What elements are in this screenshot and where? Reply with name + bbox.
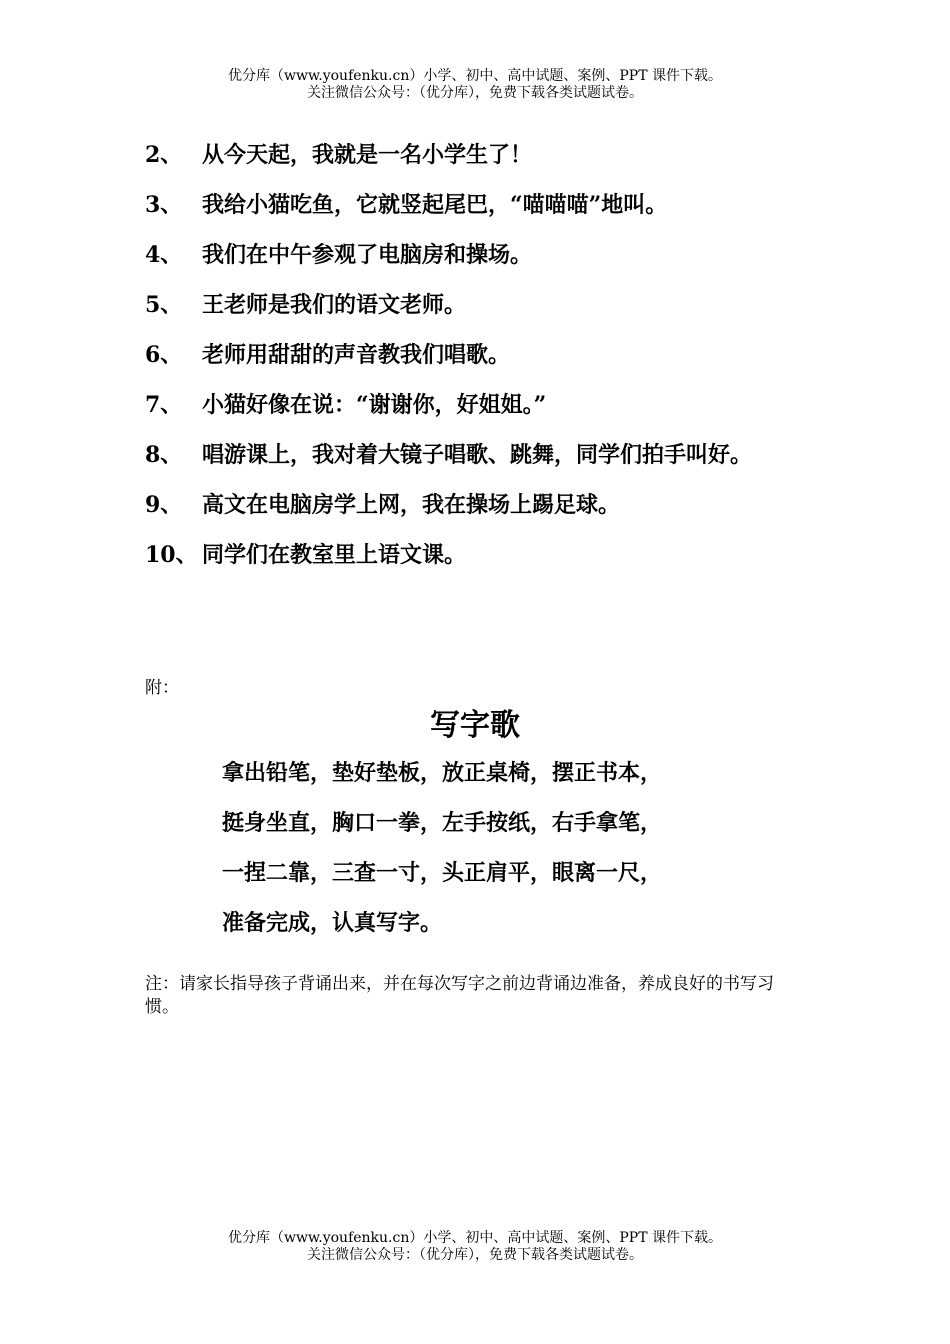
list-item: [145, 480, 825, 530]
item-text: 老师用甜甜的声音教我们唱歌。: [202, 342, 511, 368]
song-lyrics: [222, 748, 662, 948]
header-line-1: 优分库（www.youfenku.cn）小学、初中、高中试题、案例、PPT 课件下载。: [227, 68, 722, 84]
lyric-line: 拿出铅笔，垫好垫板，放正桌椅，摆正书本，: [222, 760, 663, 786]
list-item: [145, 130, 825, 180]
item-number: 8、: [145, 442, 183, 468]
sentence-list: [145, 130, 825, 580]
header-line-2: 关注微信公众号：（优分库），免费下载各类试题试卷。: [307, 85, 643, 101]
list-item: [145, 530, 825, 580]
item-number: 2、: [145, 142, 183, 168]
page-header: [0, 68, 950, 102]
item-text: 我给小猫吃鱼，它就竖起尾巴，“喵喵喵”地叫。: [202, 192, 668, 218]
item-text: 王老师是我们的语文老师。: [202, 292, 467, 318]
list-item: [145, 380, 825, 430]
item-text: 小猫好像在说：“谢谢你，好姐姐。”: [202, 392, 547, 418]
item-number: 10、: [145, 542, 198, 568]
item-text: 我们在中午参观了电脑房和操场。: [202, 242, 533, 268]
item-text: 唱游课上，我对着大镜子唱歌、跳舞，同学们拍手叫好。: [202, 442, 753, 468]
item-number: 7、: [145, 392, 183, 418]
footer-line-1: 优分库（www.youfenku.cn）小学、初中、高中试题、案例、PPT 课件下载。: [227, 1230, 722, 1246]
item-number: 4、: [145, 242, 183, 268]
list-item: [145, 280, 825, 330]
item-number: 3、: [145, 192, 183, 218]
lyric-line: 准备完成，认真写字。: [222, 910, 443, 936]
list-item: [145, 180, 825, 230]
item-text: 从今天起，我就是一名小学生了！: [202, 142, 533, 168]
item-text: 同学们在教室里上语文课。: [202, 542, 467, 568]
list-item: [145, 430, 825, 480]
lyric-line: 挺身坐直，胸口一拳，左手按纸，右手拿笔，: [222, 810, 663, 836]
lyric-line: 一捏二靠，三查一寸，头正肩平，眼离一尺，: [222, 860, 663, 886]
song-title: 写字歌: [430, 708, 520, 743]
page-footer: [0, 1230, 950, 1264]
footer-line-2: 关注微信公众号：（优分库），免费下载各类试题试卷。: [307, 1247, 643, 1263]
item-number: 9、: [145, 492, 183, 518]
item-number: 5、: [145, 292, 183, 318]
list-item: [145, 230, 825, 280]
parent-note: 注：请家长指导孩子背诵出来，并在每次写字之前边背诵边准备，养成良好的书写习惯。: [145, 974, 774, 1017]
appendix-label: 附：: [145, 678, 179, 698]
item-text: 高文在电脑房学上网，我在操场上踢足球。: [202, 492, 621, 518]
item-number: 6、: [145, 342, 183, 368]
list-item: [145, 330, 825, 380]
